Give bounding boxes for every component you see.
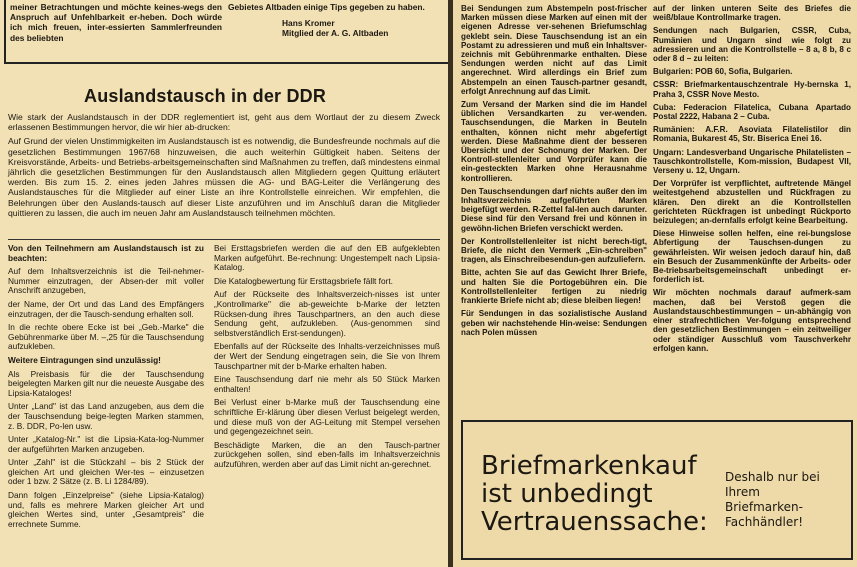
colA-paragraph: Unter „Land" ist das Land anzugeben, aus dem die der Tauschsendung beige-legten Marken stammen, z. B. DDR, Po-len usw. — [8, 401, 204, 431]
ad-line-1: Briefmarkenkauf — [481, 451, 697, 481]
colB-paragraph: Ebenfalls auf der Rückseite des Inhalts-verzeichnisses muß der Wert der Sendung eingetragen sein, die Sie von Ihrem Tauschpartner mit der b-Marke erhalten haben. — [214, 341, 440, 371]
colA-paragraph: der Name, der Ort und das Land des Empfängers einzutragen, der die Tausch-sendung erhalten soll. — [8, 298, 204, 319]
colC-paragraph: Der Kontrollstellenleiter ist nicht berech-tigt, Briefe, die nicht den Vermerk „Ein-schreiben" tragen, als Einschreibesendun-gen aufzuliefern. — [461, 236, 647, 265]
signature-name: Hans Kromer — [282, 18, 335, 29]
ad-side-4: Fachhändler! — [725, 515, 803, 529]
prev-article-closing: Gebietes Altbaden einige Tips gegeben zu haben. — [228, 2, 425, 12]
column-c — [461, 4, 647, 341]
colA-paragraph: Als Preisbasis für die der Tauschsendung beigelegten Marken gilt nur die neueste Ausgabe des Lipsia-Kataloges! — [8, 368, 204, 398]
colD-paragraph: auf der linken unteren Seite des Briefes die weiß/blaue Kontrollmarke tragen. — [653, 4, 851, 23]
colC-paragraph: Bitte, achten Sie auf das Gewicht Ihrer Briefe, und halten Sie die Portogebühren ein. Die Kontrollstellenleiter fertigen zu niedrig frankierte Briefe nicht ab; diese bleiben liegen! — [461, 268, 647, 306]
colD-paragraph: Ungarn: Landesverband Ungarische Philatelisten – Tauschkontrollstelle, Kom-mission, Budapest VII, Verseny u. 12, Ungarn. — [653, 147, 851, 176]
colC-paragraph: Für Sendungen in das sozialistische Ausland geben wir nachstehende Hin-weise: Sendungen nach Polen müssen — [461, 309, 647, 337]
article-intro: Wie stark der Auslandstausch in der DDR reglementiert ist, geht aus dem Wortlaut der zu diesem Zweck erlassenen Bestimmungen hervor, die wir hier ab-drucken: — [8, 112, 440, 133]
colA-paragraph: Auf dem Inhaltsverzeichnis ist die Teil-nehmer-Nummer einzutragen, der Absen-der mit voller Anschrift anzugeben, — [8, 266, 204, 296]
colD-paragraph: Bulgarien: POB 60, Sofia, Bulgarien. — [653, 67, 793, 77]
ad-side-1: Deshalb nur bei — [725, 470, 820, 484]
colC-paragraph: Bei Sendungen zum Abstempeln post-frischer Marken müssen diese Marken auf einen mit der eigenen Adresse ver-sehenen Briefumschlag geklebt sein. Diese Tauschsendung ist an ein Postamt zu adressieren und muß ein Inhaltsver-zeichnis mit Gebührenmarke enthalten. Diese Sendungen werden nicht auf das Limit angerechnet. Wird allerdings ein Brief zum Abstempeln an einen Tausch-partner gesandt, erfolgt Anrechnung auf das Limit. — [461, 4, 647, 96]
right-page — [453, 0, 857, 567]
colA-paragraph: Von den Teilnehmern am Auslandstausch ist zu beachten: — [8, 243, 204, 263]
colB-paragraph: Die Katalogbewertung für Ersttagsbriefe fällt fort. — [214, 275, 393, 286]
prev-article-col1: meiner Betrachtungen und möchte keines-wegs den Anspruch auf Unfehlbarkeit er-heben. Doch würde ich mich freuen, inter-essierten Sammlerfreunden des beliebten — [10, 2, 222, 43]
colA-paragraph: Unter „Zahl" ist die Stückzahl – bis 2 Stück der gleichen Art und gleichen Wer-tes – einzusetzen oder 1 bzw. 2 Sätze (z. B. Li 1284/89). — [8, 457, 204, 487]
article-title: Auslandstausch in der DDR — [84, 86, 327, 106]
column-d — [653, 4, 851, 357]
previous-article-box — [4, 0, 448, 64]
ad-side-3: Briefmarken- — [725, 500, 803, 514]
article-lead — [8, 112, 440, 222]
ad-line-3: Vertrauenssache: — [481, 507, 708, 537]
prev-article-col2 — [228, 2, 443, 39]
colB-paragraph: Eine Tauschsendung darf nie mehr als 50 Stück Marken enthalten! — [214, 374, 440, 394]
colB-paragraph: Bei Verlust einer b-Marke muß der Tauschsendung eine schriftliche Er-klärung über diesen Verlust beigelegt werden, und diese muß von der AG-Leitung mit Stempel versehen und gegengezeichnet sein. — [214, 397, 440, 437]
colA-paragraph: Dann folgen „Einzelpreise" (siehe Lipsia-Katalog) und, falls es mehrere Marken gleicher Art und gleichen Wertes sind, unter „Gesamtpreis" die errechnete Summe. — [8, 490, 204, 529]
article-paragraph-1: Auf Grund der vielen Unstimmigkeiten im Auslandstausch ist es notwendig, die Bundesfreunde nochmals auf die gesetzlichen Bestimmungen 1967/68 hinzuweisen, die auch weiterhin Gültigkeit haben. Seitens der Kreisvorstände, Arbeits- und Betriebs-arbeitsgemeinschaften sind Maßnahmen zu treffen, daß mindestens einmal jährlich die gesetzlichen Bestimmungen für den Auslandstausch allen Mitgliedern gegen Quittung erläutert werden. Bis zum 15. 2. eines jeden Jahres müssen die AG- und BAG-Leiter die Verlängerung des Auslandstausches für die Mitglieder auf einer Liste an ihre Kontrollstelle einreichen. Wir empfehlen, die Belehrungen über den Auslands-tausch auf dieser Liste anzuführen und im Anschluß daran die Mitglieder quittieren zu lassen, die auch im neuen Jahr am Auslandstausch teilnehmen möchten. — [8, 136, 440, 218]
ad-side-text — [725, 470, 820, 530]
ad-headline — [481, 452, 708, 536]
colC-paragraph: Zum Versand der Marken sind die im Handel üblichen Versandkarten zu ver-wenden. Tauschsendungen, die Marken in Beuteln enthalten, können nicht mehr abgefertigt werden. Diese Maßnahme dient der besseren Übersicht und der Schonung der Marken. Der Kontroll-stellenleiter und Vorprüfer kann die ein-gesteckten Marken ohne Herausnahme kontrollieren. — [461, 100, 647, 183]
colD-paragraph: Der Vorprüfer ist verpflichtet, auftretende Mängel weitestgehend abzustellen und Rückfragen zu klären. Den direkt an die Kontrollstellen gerichteten Rückfragen ist unbedingt Rückporto beizulegen; an-dernfalls erfolgt keine Bearbeitung. — [653, 179, 851, 226]
colA-paragraph: Unter „Katalog-Nr." ist die Lipsia-Kata-log-Nummer der aufgeführten Marken anzugeben. — [8, 434, 204, 454]
divider — [8, 239, 440, 240]
colD-paragraph: Wir möchten nochmals darauf aufmerk-sam machen, daß bei Verstoß gegen die Auslandstauschbestimmungen – un-abhängig von einer strafrechtlichen Ver-folgung entsprechend den gesetzlichen Bestimmungen – ein zeitweiliger oder ständiger Ausschluß vom Tauschverkehr erfolgen kann. — [653, 288, 851, 353]
colB-paragraph: Beschädigte Marken, die an den Tausch-partner zurückgehen sollen, sind eben-falls im Inhaltsverzeichnis aufzuführen, werden aber auf das Limit nicht an-gerechnet. — [214, 439, 440, 469]
colC-paragraph: Den Tauschsendungen darf nichts außer den im Inhaltsverzeichnis aufgeführten Marken beigefügt werden. R-Zettel fal-len auch darunter. Diese sind für den Versand frei und können in gewöhn-lichen Briefen verschickt werden. — [461, 186, 647, 233]
advertisement-box — [461, 420, 853, 560]
column-a — [8, 244, 204, 533]
colB-paragraph: Bei Ersttagsbriefen werden die auf den EB aufgeklebten Marken aufgeführt. Be-rechnung: Ungestempelt nach Lipsia-Katalog. — [214, 243, 440, 273]
column-b — [214, 244, 440, 473]
signature-role: Mitglied der A. G. Altbaden — [282, 28, 389, 39]
ad-side-2: Ihrem — [725, 485, 760, 499]
colA-paragraph: Weitere Eintragungen sind unzulässig! — [8, 354, 161, 365]
colD-paragraph: CSSR: Briefmarkentauschzentrale Hy-bernska 1, Praha 3, CSSR Nove Mesto. — [653, 80, 851, 99]
colD-paragraph: Diese Hinweise sollen helfen, eine rei-bungslose Abfertigung der Tauschsen-dungen zu gewährleisten. Wir weisen jedoch darauf hin, daß ein Besuch der Zusammenkünfte der Arbeits- oder Be-triebsarbeitsgemeinschaft unbedingt er-forderlich ist. — [653, 229, 851, 285]
colB-paragraph: Auf der Rückseite des Inhaltsverzeich-nisses ist unter „Kontrollmarke" die ab-geweichte b-Marke der letzten Rücksen-dung ihres Tauschpartners, an den auch diese Sendung geht, aufzukleben. (Aus-genommen sind selbstverständlich Erst-sendungen). — [214, 289, 440, 338]
ad-line-2: ist unbedingt — [481, 479, 653, 509]
colD-paragraph: Sendungen nach Bulgarien, CSSR, Cuba, Rumänien und Ungarn sind wie folgt zu adressieren und an die Kontrollstelle – 8 a, 8 b, 8 c oder 8 d – zu leiten: — [653, 26, 851, 64]
colA-paragraph: In die rechte obere Ecke ist bei „Geb.-Marke" die Gebührenmarke über M. –,25 für die Tauschsendung aufzukleben. — [8, 322, 204, 352]
colD-paragraph: Rumänien: A.F.R. Asoviata Filatelistilor din Romania, Bukarest 45, Str. Biserica Enei 16. — [653, 125, 851, 144]
colD-paragraph: Cuba: Federacion Filatelica, Cubana Apartado Postal 2222, Habana 2 – Cuba. — [653, 102, 851, 122]
